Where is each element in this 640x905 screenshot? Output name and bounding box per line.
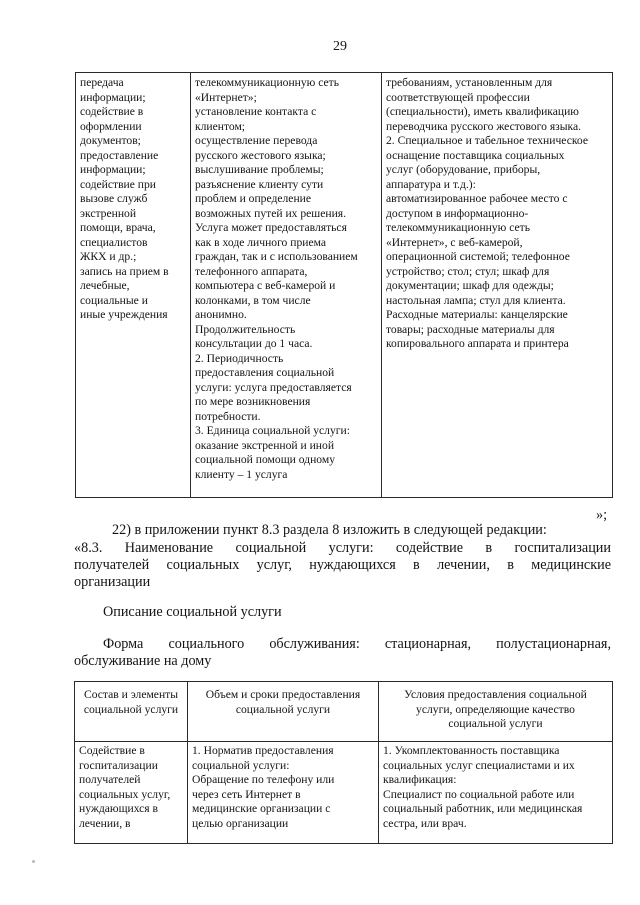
text-line: социальной услуги: [235, 702, 331, 716]
page-number: 29: [333, 39, 347, 54]
text-line: Расходные материалы: канцелярские: [386, 308, 568, 321]
text-line: Обращение по телефону или: [192, 773, 335, 786]
text-line: услуги: услуга предоставляется: [195, 380, 352, 394]
header-conditions: [379, 682, 613, 742]
text-line: клиентом;: [195, 119, 246, 133]
text-line: целью организации: [192, 816, 289, 830]
text-line: 2. Специальное и табельное техническое: [386, 134, 589, 147]
composition-cell: [76, 73, 191, 498]
text-line: предоставления социальной: [195, 366, 335, 379]
text-line: компьютера с веб-камерой и: [195, 279, 336, 292]
text-line: Состав и элементы: [83, 688, 179, 701]
text-line: социальной услуги:: [192, 758, 290, 772]
text-line: Специалист по социальной работе или: [383, 787, 575, 801]
text-line: анонимно.: [195, 308, 247, 321]
text-line: помощи, врача,: [80, 221, 156, 234]
text-line: социальной услуги: [448, 717, 543, 730]
closing-quote: »;: [596, 507, 608, 523]
text-line: (специальности), иметь квалификацию: [386, 105, 579, 118]
text-line: содействие при: [80, 177, 156, 191]
text-line: требованиям, установленным для: [386, 76, 553, 89]
text-line: проблем и определение: [195, 192, 311, 205]
text-line: «Интернет»;: [195, 90, 257, 104]
text-line: 2. Периодичность: [195, 351, 284, 365]
text-line: граждан, так и с использованием: [195, 250, 358, 263]
text-line: получателей: [79, 773, 141, 786]
item-8-3-line-3: организации: [74, 574, 151, 590]
text-line: «Интернет», с веб-камерой,: [386, 235, 523, 249]
volume-terms-cell: [191, 73, 382, 498]
text-line: Условия предоставления социальной: [404, 688, 587, 701]
text-line: автоматизированное рабочее место с: [386, 192, 568, 205]
scan-speck: [32, 860, 35, 863]
text-line: документов;: [80, 134, 141, 147]
text-line: социальной помощи одному: [195, 453, 335, 466]
text-line: телекоммуникационную сеть: [195, 76, 340, 89]
text-line: возможных путей их решения.: [195, 206, 347, 220]
item-8-3-line-2: получателей социальных услуг, нуждающихся в лечении, в медицинские: [74, 557, 611, 573]
text-line: квалификация:: [383, 773, 457, 786]
text-line: аппаратура и т.д.):: [386, 177, 476, 191]
text-line: иные учреждения: [80, 308, 168, 321]
text-line: консультации до 1 часа.: [195, 337, 313, 350]
text-line: специалистов: [80, 235, 148, 249]
text-line: нуждающихся в: [79, 802, 159, 815]
text-line: информации;: [80, 90, 146, 104]
text-line: оказание экстренной и иной: [195, 438, 335, 452]
description-heading: Описание социальной услуги: [103, 604, 282, 620]
text-line: лечении, в: [79, 816, 131, 830]
item-8-3-line-1: «8.3. Наименование социальной услуги: содействие в госпитализации: [74, 540, 611, 556]
text-line: оснащение поставщика социальных: [386, 148, 565, 162]
text-line: услуги, определяющие качество: [416, 702, 575, 716]
text-line: соответствующей профессии: [386, 90, 530, 104]
text-line: потребности.: [195, 409, 261, 423]
text-line: 1. Укомплектованность поставщика: [383, 744, 560, 757]
text-line: услуг (оборудование, приборы,: [386, 163, 541, 176]
text-line: Содействие в: [79, 744, 145, 757]
text-line: 3. Единица социальной услуги:: [195, 424, 350, 437]
text-line: по мере возникновения: [195, 395, 311, 408]
text-line: информации;: [80, 163, 146, 176]
text-line: запись на прием в: [80, 264, 169, 278]
text-line: настольная лампа; стул для клиента.: [386, 293, 566, 307]
text-line: копировального аппарата и принтера: [386, 337, 569, 350]
text-line: сестра, или врач.: [383, 816, 467, 830]
text-line: документации; шкаф для одежды;: [386, 279, 554, 292]
text-line: 1. Норматив предоставления: [192, 744, 334, 757]
text-line: оформлении: [80, 119, 142, 133]
text-line: социальных услуг специалистами и их: [383, 758, 575, 772]
text-line: доступом в информационно-: [386, 206, 529, 220]
amendment-item-22: 22) в приложении пункт 8.3 раздела 8 изложить в следующей редакции:: [112, 522, 547, 538]
text-line: ЖКХ и др.;: [80, 250, 137, 263]
text-line: товары; расходные материалы для: [386, 322, 555, 336]
text-line: содействие в: [80, 105, 144, 118]
service-description-table: [74, 681, 613, 844]
text-line: выслушивание проблемы;: [195, 163, 324, 176]
text-line: медицинские организации с: [192, 802, 331, 815]
conditions-cell: [382, 73, 613, 498]
text-line: устройство; стол; стул; шкаф для: [386, 264, 550, 278]
text-line: социальных услуг,: [79, 787, 171, 801]
text-line: Объем и сроки предоставления: [205, 688, 361, 701]
text-line: разъяснение клиенту сути: [195, 177, 324, 191]
text-line: вызове служб: [80, 192, 148, 205]
header-composition: [75, 682, 188, 742]
text-line: госпитализации: [79, 758, 158, 772]
text-line: предоставление: [80, 148, 159, 162]
text-line: экстренной: [80, 206, 137, 220]
text-line: телефонного аппарата,: [195, 264, 308, 278]
composition-cell: [75, 742, 188, 844]
text-line: социальной услуги: [83, 702, 179, 716]
text-line: переводчика русского жестового языка.: [386, 119, 582, 133]
text-line: лечебные,: [80, 279, 130, 292]
volume-terms-cell: [188, 742, 379, 844]
text-line: русского жестового языка;: [195, 148, 326, 162]
text-line: социальные и: [80, 293, 148, 307]
service-form-line-2: обслуживание на дому: [74, 653, 212, 669]
text-line: операционной системой; телефонное: [386, 250, 570, 263]
text-line: клиенту – 1 услуга: [195, 467, 288, 481]
text-line: Услуга может предоставляться: [195, 221, 347, 234]
text-line: осуществление перевода: [195, 134, 318, 147]
text-line: установление контакта с: [195, 105, 317, 118]
text-line: социальный работник, или медицинская: [383, 802, 583, 815]
text-line: Продолжительность: [195, 322, 296, 336]
text-line: через сеть Интернет в: [192, 787, 301, 801]
conditions-cell: [379, 742, 613, 844]
text-line: как в ходе личного приема: [195, 235, 327, 249]
continued-services-table: [75, 72, 613, 498]
service-form-line-1: Форма социального обслуживания: стационарная, полустационарная,: [103, 636, 611, 652]
text-line: передача: [80, 76, 124, 89]
text-line: колонками, в том числе: [195, 293, 311, 307]
header-volume-terms: [188, 682, 379, 742]
text-line: телекоммуникационную сеть: [386, 221, 531, 234]
